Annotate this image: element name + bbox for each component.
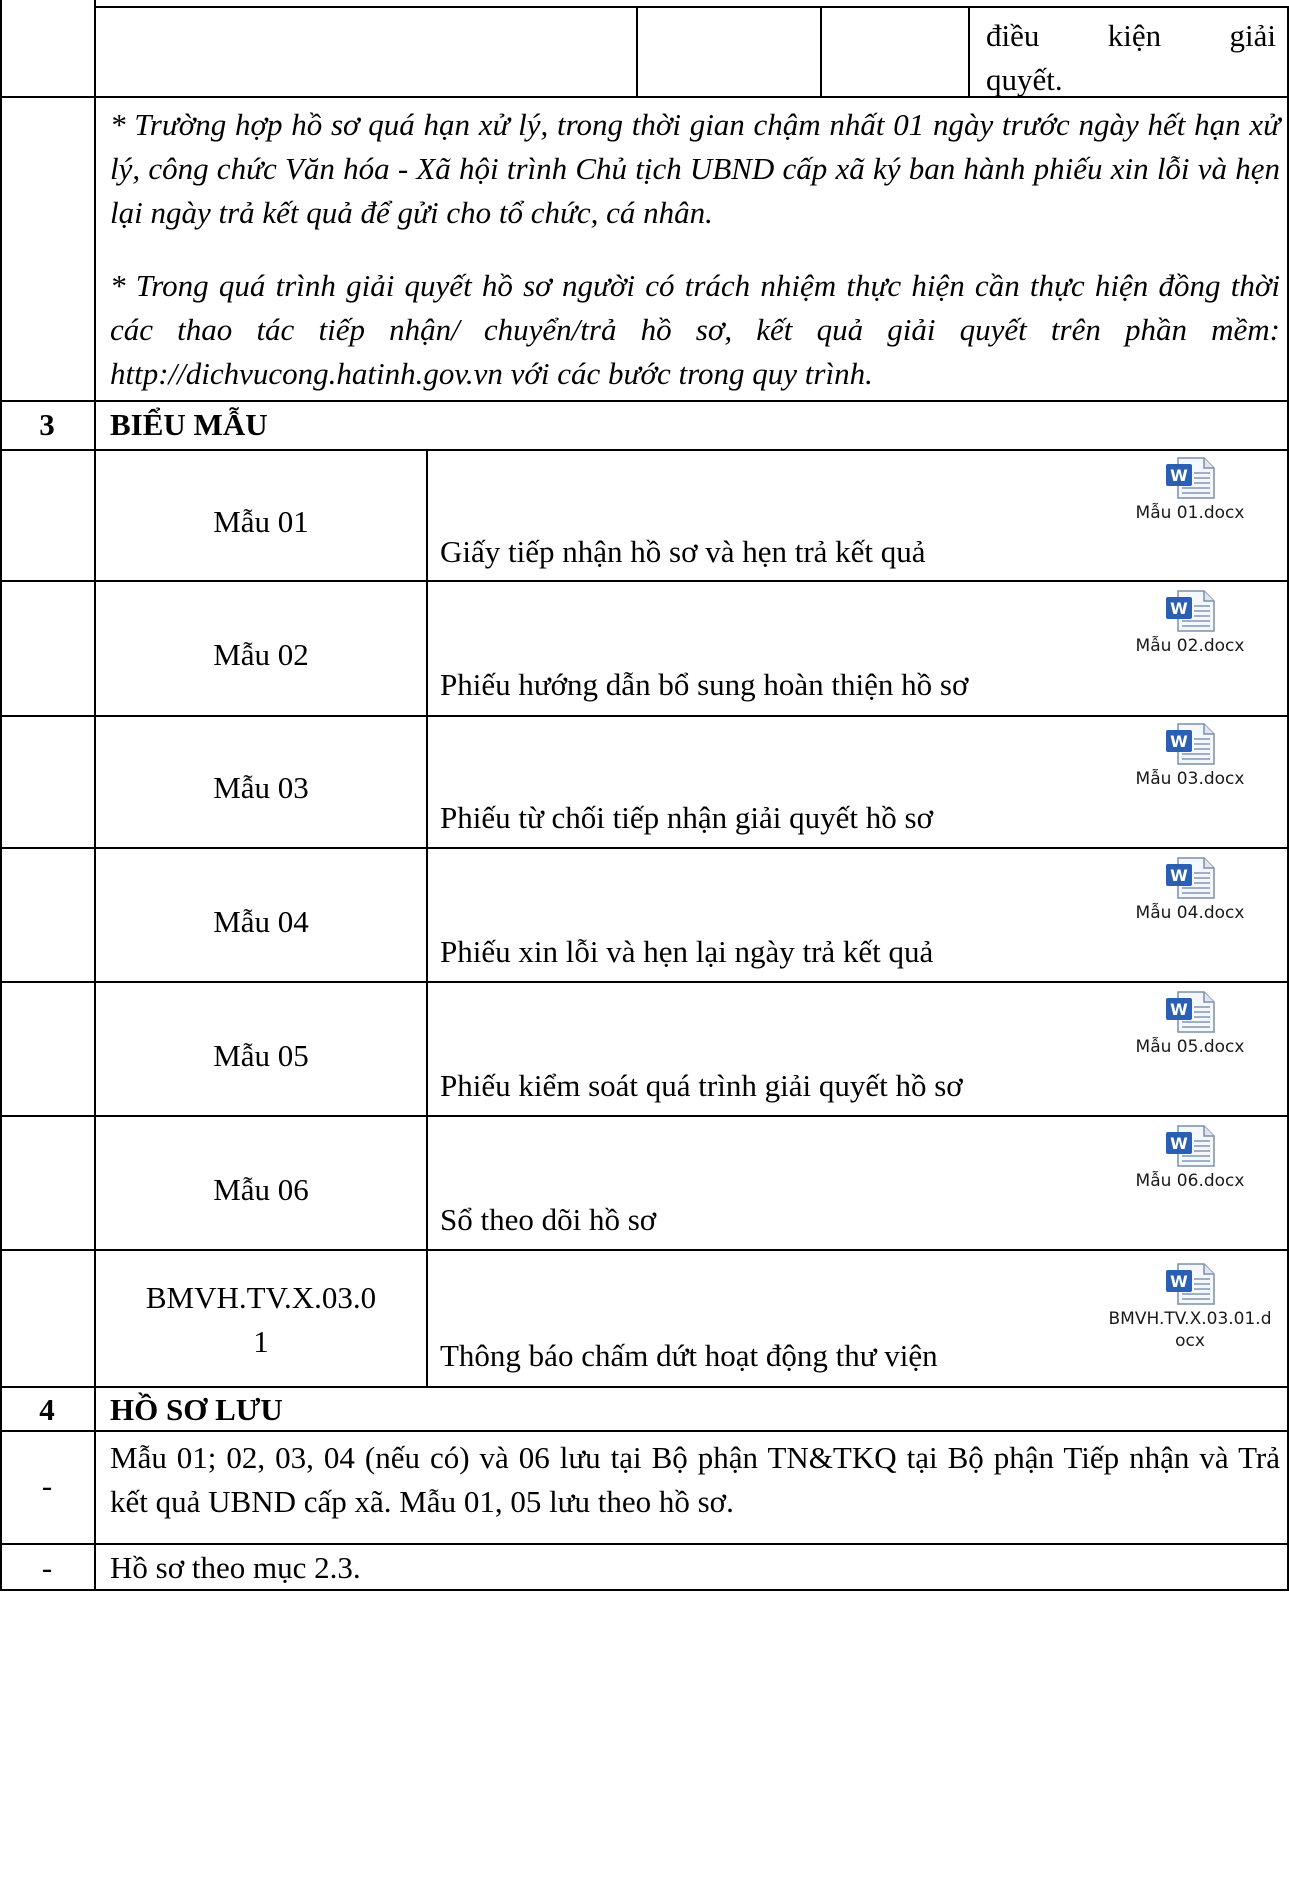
table-border [0,1249,1289,1251]
table-border [0,1543,1289,1545]
attachment-filename: Mẫu 05.docx [1135,1037,1245,1057]
word-document-icon [1164,1124,1216,1168]
word-document-icon [1164,456,1216,500]
table-border [94,6,1289,8]
table-border [0,981,1289,983]
attachment-filename: Mẫu 01.docx [1135,503,1245,523]
form-code: 1 [253,1324,269,1359]
attachment-filename: Mẫu 03.docx [1135,769,1245,789]
record-text: Hồ sơ theo mục 2.3. [110,1550,361,1585]
form-description: Giấy tiếp nhận hồ sơ và hẹn trả kết quả [440,534,926,569]
section-number: 4 [39,1392,55,1427]
form-code: Mẫu 02 [213,637,309,672]
note-overdue: * Trường hợp hồ sơ quá hạn xử lý, trong thời gian chậm nhất 01 ngày trước ngày hết hạn xử lý, công chức Văn hóa - Xã hội trình Chủ tịch UBND cấp xã ký ban hành phiếu xin lỗi và hẹn lại ngày trả kết quả để gửi cho tổ chức, cá nhân. [110,107,1280,230]
attachment-link[interactable] [1110,990,1270,1058]
form-code: Mẫu 03 [213,770,309,805]
word-document-icon [1164,722,1216,766]
list-bullet: - [41,1468,53,1503]
table-border [636,6,638,97]
table-border [968,6,970,97]
word-document-icon [1164,990,1216,1034]
section-title: BIỂU MẪU [110,407,268,442]
table-border [0,847,1289,849]
table-border [0,580,1289,582]
form-description: Phiếu hướng dẫn bổ sung hoàn thiện hồ sơ [440,667,969,702]
form-description: Phiếu xin lỗi và hẹn lại ngày trả kết quả [440,934,934,969]
table-border [426,449,428,1386]
attachment-link[interactable] [1110,722,1270,790]
table-border [0,1115,1289,1117]
record-text: Mẫu 01; 02, 03, 04 (nếu có) và 06 lưu tại Bộ phận TN&TKQ tại Bộ phận Tiếp nhận và Trả kết quả UBND cấp xã. Mẫu 01, 05 lưu theo hồ sơ. [110,1440,1280,1519]
form-code: Mẫu 04 [213,904,309,939]
form-description: Thông báo chấm dứt hoạt động thư viện [440,1338,938,1373]
form-description: Phiếu từ chối tiếp nhận giải quyết hồ sơ [440,800,933,835]
form-code: Mẫu 06 [213,1172,309,1207]
attachment-filename: BMVH.TV.X.03.01.d [1108,1309,1272,1329]
form-description: Phiếu kiểm soát quá trình giải quyết hồ sơ [440,1068,963,1103]
attachment-link[interactable] [1100,1262,1280,1352]
form-code: BMVH.TV.X.03.0 [145,1280,377,1315]
word-document-icon [1164,589,1216,633]
attachment-link[interactable] [1110,856,1270,924]
table-border [0,0,2,1589]
table-border [0,449,1289,451]
table-border [0,715,1289,717]
word-document-icon [1164,1262,1216,1306]
table-border [820,6,822,97]
attachment-filename: Mẫu 02.docx [1135,636,1245,656]
form-code: Mẫu 01 [213,504,309,539]
section-title: HỒ SƠ LƯU [110,1392,283,1427]
word-document-icon [1164,856,1216,900]
attachment-filename: ocx [1175,1331,1205,1351]
continued-cell-line: điều kiện giải [986,18,1276,53]
attachment-link[interactable] [1110,456,1270,524]
attachment-filename: Mẫu 04.docx [1135,903,1245,923]
form-description: Sổ theo dõi hồ sơ [440,1202,657,1237]
continued-cell-line: quyết. [986,62,1063,97]
note-software: * Trong quá trình giải quyết hồ sơ người có trách nhiệm thực hiện cần thực hiện đồng thời các thao tác tiếp nhận/ chuyển/trả hồ sơ, kết quả giải quyết trên phần mềm: http://dichvucong.hatinh.gov.vn với các bước trong quy trình. [110,268,1280,391]
attachment-link[interactable] [1110,589,1270,657]
table-border [0,400,1289,402]
attachment-link[interactable] [1110,1124,1270,1192]
section-number: 3 [39,407,55,442]
attachment-filename: Mẫu 06.docx [1135,1171,1245,1191]
list-bullet: - [41,1550,53,1585]
form-code: Mẫu 05 [213,1038,309,1073]
